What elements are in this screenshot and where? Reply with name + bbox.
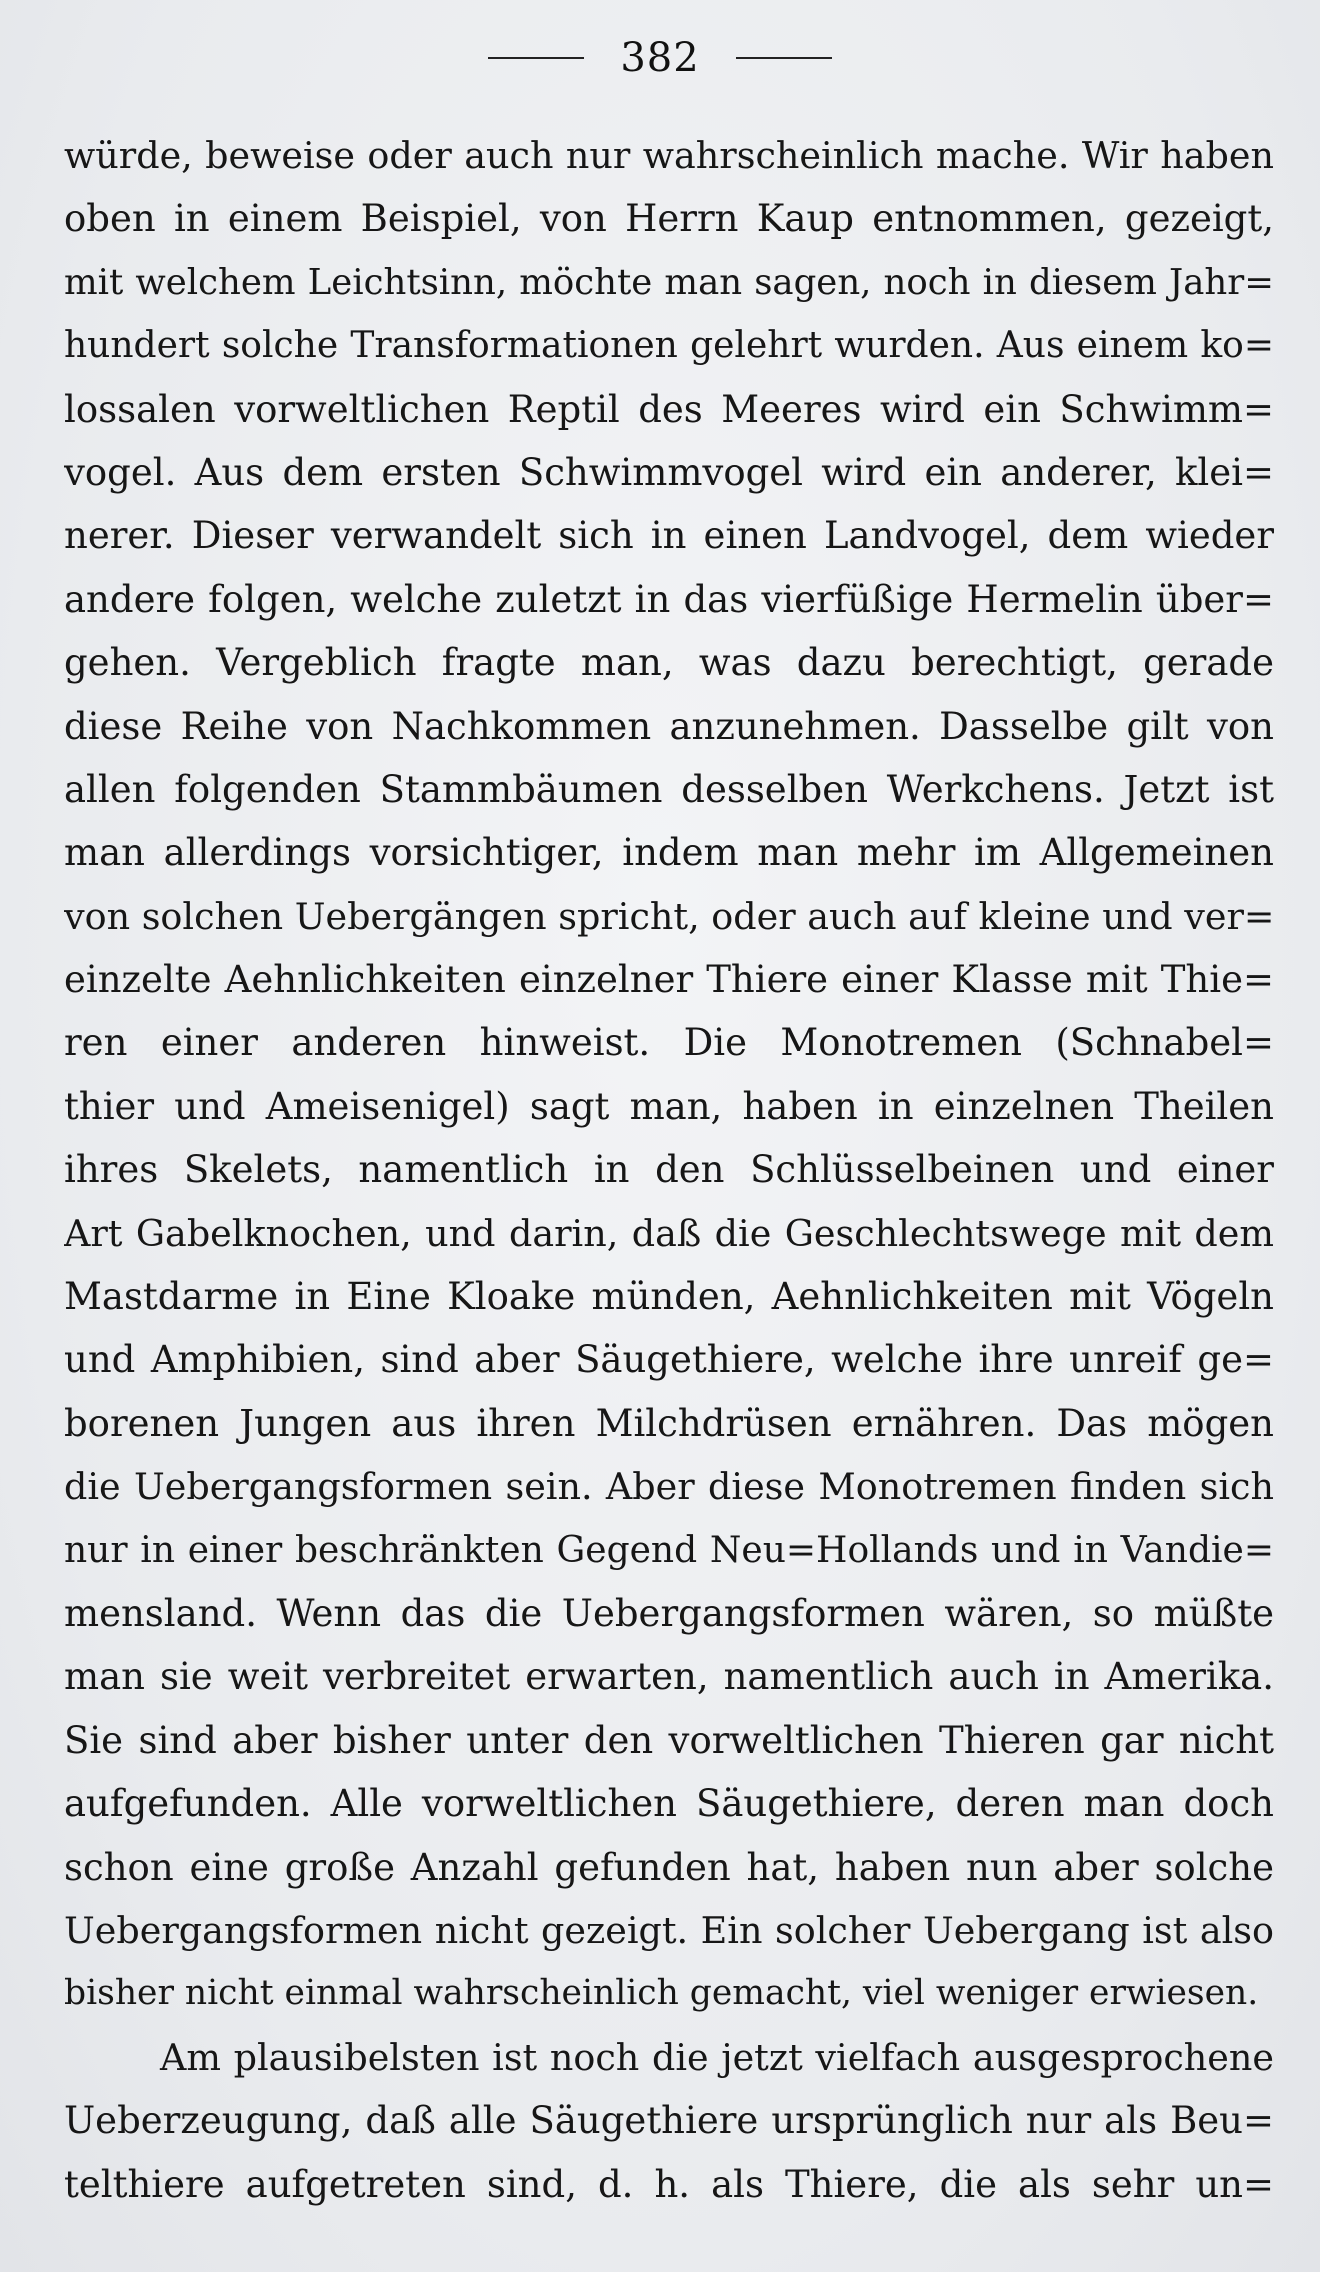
text-line: ren einer anderen hinweist. Die Monotremen (Schnabel= [64, 1021, 1274, 1065]
text-line: schon eine große Anzahl gefunden hat, haben nun aber solche [64, 1845, 1274, 1889]
text-line: thier und Ameisenigel) sagt man, haben in einzelnen Theilen [64, 1084, 1274, 1128]
text-line-paragraph-start: Am plausibelsten ist noch die jetzt vielfach ausgesprochene [160, 2035, 1274, 2079]
text-line: gehen. Vergeblich fragte man, was dazu berechtigt, gerade [64, 641, 1274, 685]
page-number: 382 [620, 35, 700, 81]
text-line: aufgefunden. Alle vorweltlichen Säugethiere, deren man doch [64, 1782, 1274, 1826]
text-line: man sie weit verbreitet erwarten, namentlich auch in Amerika. [64, 1655, 1274, 1699]
text-line: von solchen Uebergängen spricht, oder auch auf kleine und ver= [64, 894, 1274, 938]
header-rule-left [488, 57, 584, 59]
body-text [64, 124, 1274, 2216]
text-line: lossalen vorweltlichen Reptil des Meeres wird ein Schwimm= [64, 387, 1274, 431]
text-line: allen folgenden Stammbäumen desselben Werkchens. Jetzt ist [64, 767, 1274, 811]
text-line: Uebergangsformen nicht gezeigt. Ein solcher Uebergang ist also [64, 1908, 1274, 1952]
text-line: borenen Jungen aus ihren Milchdrüsen ernähren. Das mögen [64, 1401, 1274, 1445]
text-line: telthiere aufgetreten sind, d. h. als Thiere, die als sehr un= [64, 2162, 1274, 2206]
text-line: man allerdings vorsichtiger, indem man mehr im Allgemeinen [64, 831, 1274, 875]
text-line: Art Gabelknochen, und darin, daß die Geschlechtswege mit dem [64, 1211, 1274, 1255]
text-line: mit welchem Leichtsinn, möchte man sagen, noch in diesem Jahr= [64, 261, 1274, 303]
text-line: ihres Skelets, namentlich in den Schlüsselbeinen und einer [64, 1148, 1274, 1192]
text-line: nur in einer beschränkten Gegend Neu=Hollands und in Vandie= [64, 1529, 1274, 1571]
text-line: Mastdarme in Eine Kloake münden, Aehnlichkeiten mit Vögeln [64, 1275, 1274, 1319]
page-header [0, 28, 1320, 88]
text-line: diese Reihe von Nachkommen anzunehmen. Dasselbe gilt von [64, 704, 1274, 748]
text-line: die Uebergangsformen sein. Aber diese Monotremen finden sich [64, 1465, 1274, 1509]
text-line-paragraph-end: bisher nicht einmal wahrscheinlich gemacht, viel weniger erwiesen. [64, 1973, 1259, 2014]
header-rule-right [736, 57, 832, 59]
text-line: Sie sind aber bisher unter den vorweltlichen Thieren gar nicht [64, 1718, 1274, 1762]
text-line: andere folgen, welche zuletzt in das vierfüßige Hermelin über= [64, 577, 1274, 621]
text-line: mensland. Wenn das die Uebergangsformen wären, so müßte [64, 1591, 1274, 1635]
text-line: Ueberzeugung, daß alle Säugethiere ursprünglich nur als Beu= [64, 2099, 1274, 2143]
text-line: nerer. Dieser verwandelt sich in einen Landvogel, dem wieder [64, 514, 1274, 558]
text-line: hundert solche Transformationen gelehrt wurden. Aus einem ko= [64, 325, 1274, 367]
text-line: oben in einem Beispiel, von Herrn Kaup entnommen, gezeigt, [64, 197, 1274, 241]
text-line: vogel. Aus dem ersten Schwimmvogel wird ein anderer, klei= [64, 450, 1274, 494]
text-line: und Amphibien, sind aber Säugethiere, welche ihre unreif ge= [64, 1338, 1274, 1382]
text-line: einzelte Aehnlichkeiten einzelner Thiere einer Klasse mit Thie= [64, 958, 1274, 1002]
text-line: würde, beweise oder auch nur wahrscheinlich mache. Wir haben [64, 134, 1274, 177]
